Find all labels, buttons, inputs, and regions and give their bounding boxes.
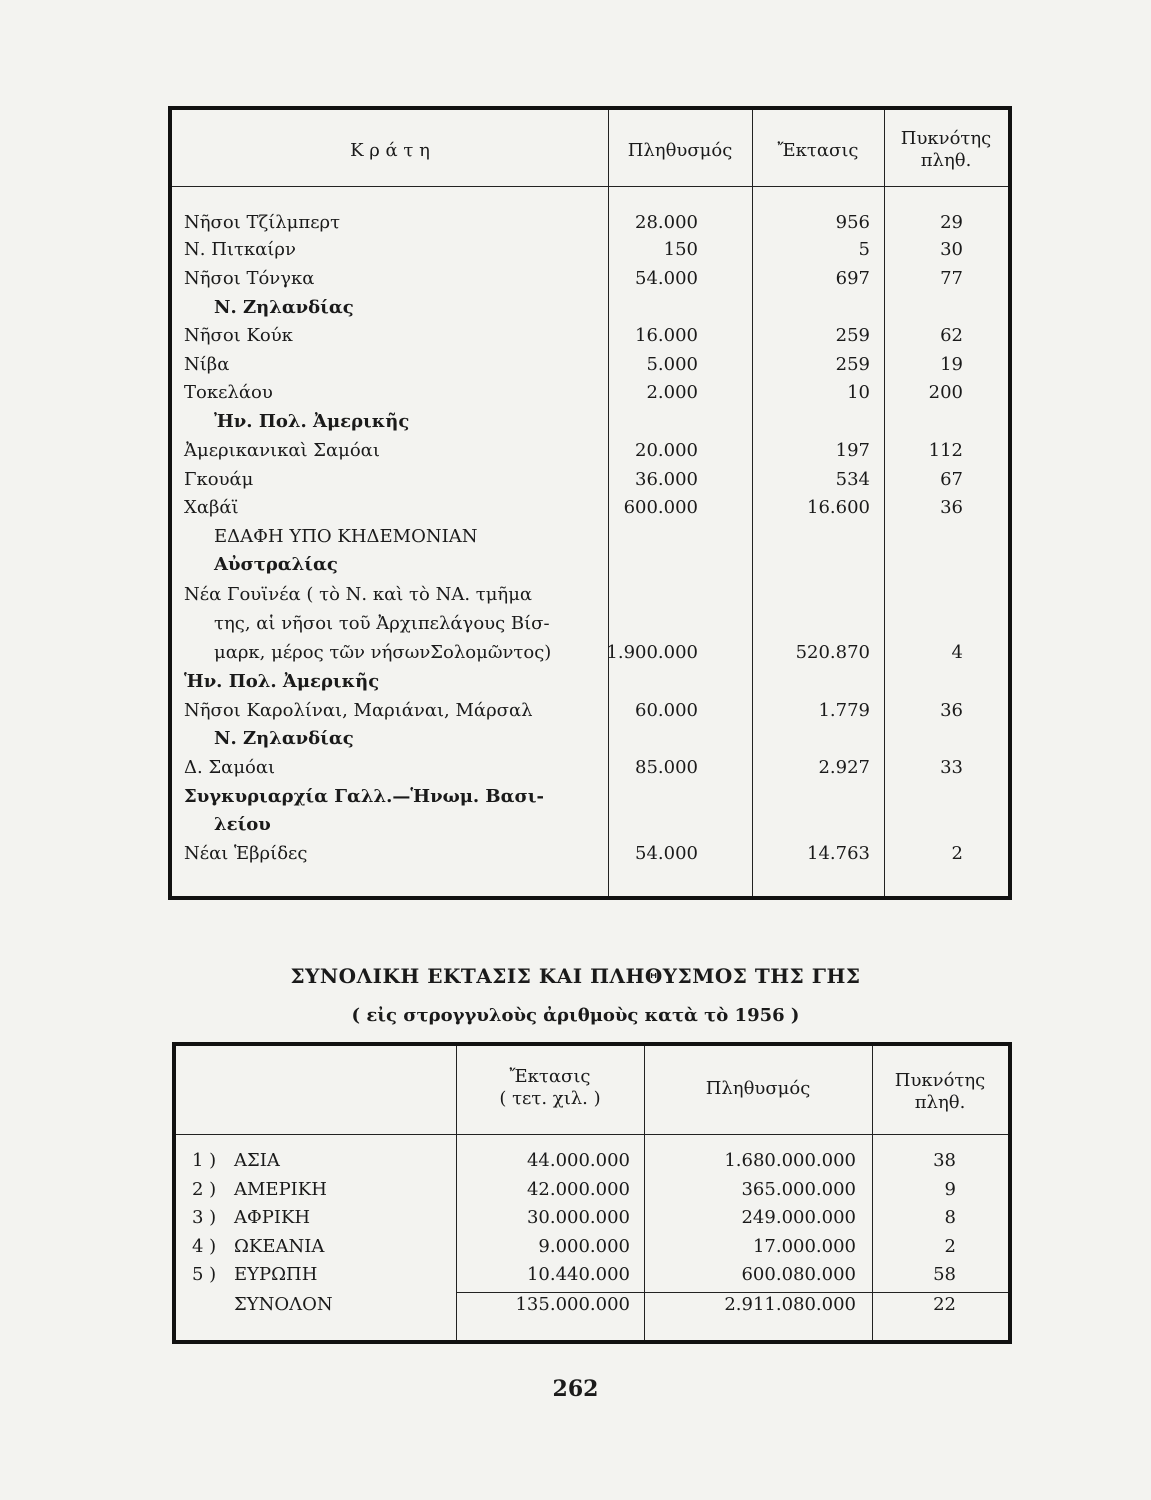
row-state-name: Ν. Πιτκαίρν — [184, 239, 296, 260]
table-row — [172, 266, 1008, 292]
section-heading: ΣΥΝΟΛΙΚΗ ΕΚΤΑΣΙΣ ΚΑΙ ΠΛΗΘΥΣΜΟΣ ΤΗΣ ΓΗΣ — [290, 964, 861, 988]
row-density: 77 — [940, 268, 963, 289]
row-continent — [192, 1205, 310, 1231]
row-state-name: Συγκυριαρχία Γαλλ.—Ἡνωμ. Βασι- — [184, 786, 544, 807]
header-density-line2: πληθ. — [920, 150, 972, 171]
row-area: 1.779 — [818, 700, 870, 721]
table-row — [172, 552, 1008, 578]
row-state-name: Αὐστραλίας — [214, 554, 338, 575]
row-density: 29 — [940, 212, 963, 233]
row-state-name: Νῆσοι Τζίλμπερτ — [184, 212, 341, 233]
row-population: 1.680.000.000 — [724, 1150, 856, 1171]
row-population: 249.000.000 — [741, 1207, 856, 1228]
table-row — [172, 524, 1008, 550]
table-row — [172, 352, 1008, 378]
row-population: 600.000 — [623, 497, 698, 518]
row-area: 16.600 — [807, 497, 870, 518]
row-area: 30.000.000 — [526, 1207, 630, 1228]
row-state-name: Νῆσοι Καρολίναι, Μαριάναι, Μάρσαλ — [184, 700, 533, 721]
row-area: 2.927 — [818, 757, 870, 778]
row-state-name: Νῆσοι Κούκ — [184, 325, 293, 346]
header-population: Πληθυσμός — [705, 1078, 811, 1099]
header-density — [884, 128, 1008, 172]
row-state-name: Ἡν. Πολ. Ἀμερικῆς — [184, 671, 380, 692]
header-area: Ἔκτασις — [777, 140, 859, 161]
row-population: 2.000 — [646, 382, 698, 403]
table-row — [176, 1205, 1008, 1231]
row-density: 9 — [944, 1179, 956, 1200]
row-population: 36.000 — [635, 469, 698, 490]
table-row — [172, 755, 1008, 781]
row-population: 16.000 — [635, 325, 698, 346]
world-continents-table — [172, 1042, 1012, 1344]
table-row — [172, 237, 1008, 263]
row-population: 1.900.000 — [606, 642, 698, 663]
header-divider — [172, 186, 1008, 187]
row-area: 259 — [835, 325, 870, 346]
header-area-line2: ( τετ. χιλ. ) — [499, 1088, 601, 1109]
row-continent-name: ΕΥΡΩΠΗ — [234, 1264, 318, 1285]
row-state-name: μαρκ, μέρος τῶν νήσωνΣολομῶντος) — [214, 642, 552, 663]
row-state-name: Δ. Σαμόαι — [184, 757, 276, 778]
table-row — [172, 467, 1008, 493]
row-density: 112 — [928, 440, 963, 461]
row-density: 4 — [951, 642, 963, 663]
row-continent — [192, 1262, 317, 1288]
table-row — [172, 640, 1008, 666]
table-row — [172, 210, 1008, 236]
row-density: 19 — [940, 354, 963, 375]
row-state-name: Ἀμερικανικαὶ Σαμόαι — [184, 440, 380, 461]
row-continent — [192, 1148, 280, 1174]
row-population: 54.000 — [635, 268, 698, 289]
row-number: 1 ) — [192, 1150, 217, 1171]
table-row — [172, 812, 1008, 838]
table-row — [172, 323, 1008, 349]
page-number: 262 — [552, 1376, 599, 1402]
row-area: 259 — [835, 354, 870, 375]
row-population: 28.000 — [635, 212, 698, 233]
row-density: 30 — [940, 239, 963, 260]
header-density-line1: Πυκνότης — [894, 1070, 986, 1091]
row-area: 534 — [835, 469, 870, 490]
row-population: 20.000 — [635, 440, 698, 461]
section-subheading: ( εἰς στρογγυλοὺς ἀριθμοὺς κατὰ τὸ 1956 ) — [351, 1005, 800, 1026]
table-row — [172, 582, 1008, 608]
row-state-name: ΕΔΑΦΗ ΥΠΟ ΚΗΔΕΜΟΝΙΑΝ — [214, 526, 478, 547]
row-density: 38 — [933, 1150, 956, 1171]
row-number: 3 ) — [192, 1207, 217, 1228]
table-row — [176, 1234, 1008, 1260]
row-area: 42.000.000 — [526, 1179, 630, 1200]
row-state-name: Ν. Ζηλανδίας — [214, 297, 354, 318]
row-state-name: Τοκελάου — [184, 382, 273, 403]
row-continent — [192, 1234, 324, 1260]
row-area: 135.000.000 — [515, 1294, 630, 1315]
row-continent-name: ΑΣΙΑ — [234, 1150, 280, 1171]
row-area: 520.870 — [795, 642, 870, 663]
row-area: 44.000.000 — [526, 1150, 630, 1171]
header-divider — [176, 1134, 1008, 1135]
row-area: 10 — [847, 382, 870, 403]
header-density — [872, 1070, 1008, 1114]
row-population: 17.000.000 — [752, 1236, 856, 1257]
row-state-name: Ἠν. Πολ. Ἀμερικῆς — [214, 411, 410, 432]
header-density-line2: πληθ. — [914, 1092, 966, 1113]
table-row — [176, 1292, 1008, 1318]
table-row — [172, 698, 1008, 724]
row-number: 2 ) — [192, 1179, 217, 1200]
row-area: 5 — [858, 239, 870, 260]
row-density: 36 — [940, 497, 963, 518]
row-population: 600.080.000 — [741, 1264, 856, 1285]
row-state-name: Νίβα — [184, 354, 230, 375]
row-state-name: λείου — [214, 814, 271, 835]
table-row — [172, 611, 1008, 637]
row-density: 33 — [940, 757, 963, 778]
row-density: 2 — [951, 843, 963, 864]
row-state-name: Νῆσοι Τόνγκα — [184, 268, 315, 289]
row-area: 10.440.000 — [526, 1264, 630, 1285]
row-number: 5 ) — [192, 1264, 217, 1285]
header-area-line1: Ἔκτασις — [509, 1066, 591, 1087]
row-number: 4 ) — [192, 1236, 217, 1257]
row-density: 58 — [933, 1264, 956, 1285]
header-density-line1: Πυκνότης — [900, 128, 992, 149]
row-state-name: Γκουάμ — [184, 469, 254, 490]
row-density: 2 — [944, 1236, 956, 1257]
row-state-name: Χαβάϊ — [184, 497, 239, 518]
row-density: 36 — [940, 700, 963, 721]
row-area: 197 — [835, 440, 870, 461]
table-row — [172, 841, 1008, 867]
row-area: 9.000.000 — [538, 1236, 630, 1257]
table-row — [172, 438, 1008, 464]
row-continent — [192, 1177, 327, 1203]
table-row — [176, 1177, 1008, 1203]
row-density: 22 — [933, 1294, 956, 1315]
row-population: 85.000 — [635, 757, 698, 778]
header-population: Πληθυσμός — [627, 140, 733, 161]
table-row — [172, 380, 1008, 406]
row-density: 62 — [940, 325, 963, 346]
table-row — [176, 1262, 1008, 1288]
row-population: 2.911.080.000 — [724, 1294, 856, 1315]
states-population-table — [168, 106, 1012, 900]
row-continent-name: ΣΥΝΟΛΟΝ — [234, 1294, 333, 1315]
table-row — [172, 295, 1008, 321]
row-area: 14.763 — [807, 843, 870, 864]
row-population: 60.000 — [635, 700, 698, 721]
row-population: 150 — [663, 239, 698, 260]
row-area: 697 — [835, 268, 870, 289]
row-continent — [192, 1292, 333, 1318]
row-state-name: Ν. Ζηλανδίας — [214, 728, 354, 749]
row-continent-name: ΑΜΕΡΙΚΗ — [234, 1179, 327, 1200]
row-state-name: της, αἱ νῆσοι τοῦ Ἀρχιπελάγους Βίσ- — [214, 613, 550, 634]
row-density: 8 — [944, 1207, 956, 1228]
row-density: 67 — [940, 469, 963, 490]
table-row — [172, 784, 1008, 810]
table-row — [172, 669, 1008, 695]
table-row — [172, 495, 1008, 521]
header-state: Κ ρ ά τ η — [350, 140, 430, 161]
row-continent-name: ΩΚΕΑΝΙΑ — [234, 1236, 325, 1257]
row-population: 5.000 — [646, 354, 698, 375]
row-population: 365.000.000 — [741, 1179, 856, 1200]
table-row — [172, 726, 1008, 752]
row-area: 956 — [835, 212, 870, 233]
table-row — [172, 409, 1008, 435]
table-row — [176, 1148, 1008, 1174]
header-area — [456, 1066, 644, 1110]
row-density: 200 — [928, 382, 963, 403]
row-state-name: Νέα Γουϊνέα ( τὸ Ν. καὶ τὸ ΝΑ. τμῆμα — [184, 584, 533, 605]
row-state-name: Νέαι Ἑβρίδες — [184, 843, 308, 864]
row-continent-name: ΑΦΡΙΚΗ — [234, 1207, 311, 1228]
row-population: 54.000 — [635, 843, 698, 864]
